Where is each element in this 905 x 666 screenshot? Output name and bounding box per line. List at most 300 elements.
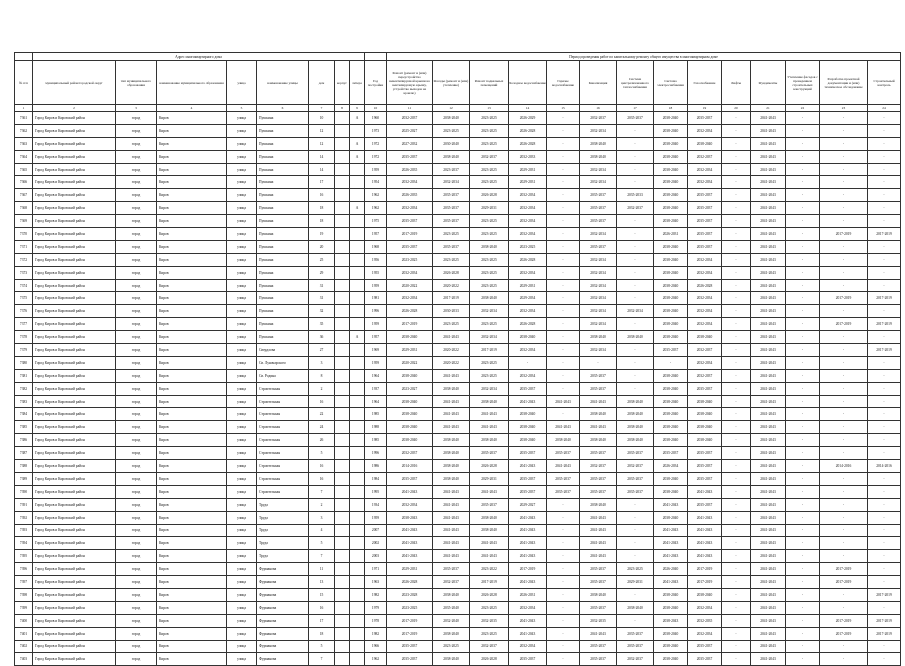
- table-cell: 7393: [15, 524, 33, 537]
- table-cell: -: [722, 653, 751, 666]
- table-cell: Город Киров и Кировский район: [33, 189, 116, 202]
- column-header: Канализация: [580, 61, 617, 105]
- table-cell: 2041-2043: [751, 318, 786, 331]
- table-cell: 2035-2037: [433, 189, 470, 202]
- table-cell: Строителькая: [257, 421, 309, 434]
- table-cell: 5: [309, 537, 335, 550]
- table-cell: город: [116, 344, 157, 357]
- table-cell: Фурманова: [257, 576, 309, 589]
- table-cell: -: [617, 382, 654, 395]
- table-cell: -: [617, 344, 654, 357]
- table-row: [15, 550, 901, 563]
- table-cell: -: [547, 588, 580, 601]
- table-cell: 2038-2040: [580, 588, 617, 601]
- table-cell: 7390: [15, 485, 33, 498]
- table-cell: 2032-2034: [433, 176, 470, 189]
- table-cell: 2035-2037: [580, 382, 617, 395]
- column-number: 24: [868, 105, 901, 112]
- table-cell: 2038-2040: [654, 266, 688, 279]
- table-cell: город: [116, 485, 157, 498]
- table-cell: Город Киров и Кировский район: [33, 576, 116, 589]
- table-cell: 2035-2037: [509, 382, 547, 395]
- table-cell: 19: [309, 228, 335, 241]
- table-cell: город: [116, 537, 157, 550]
- table-row: [15, 344, 901, 357]
- table-cell: 2038-2040: [654, 240, 688, 253]
- table-cell: -: [722, 253, 751, 266]
- table-cell: 2038-2040: [433, 460, 470, 473]
- table-cell: -: [786, 627, 820, 640]
- table-cell: Пушкина: [257, 292, 309, 305]
- table-cell: 2038-2040: [688, 395, 722, 408]
- table-row: [15, 640, 901, 653]
- table-cell: 2035-2037: [509, 447, 547, 460]
- table-cell: 2041-2043: [509, 576, 547, 589]
- table-cell: -: [820, 150, 868, 163]
- table-cell: 2038-2040: [654, 137, 688, 150]
- table-cell: Город Киров и Кировский район: [33, 382, 116, 395]
- table-cell: -: [786, 537, 820, 550]
- column-number: 20: [722, 105, 751, 112]
- table-cell: 2023-2025: [470, 601, 509, 614]
- table-cell: 2038-2040: [654, 434, 688, 447]
- table-cell: -: [547, 511, 580, 524]
- table-cell: Город Киров и Кировский район: [33, 150, 116, 163]
- table-cell: [335, 279, 350, 292]
- table-cell: улица: [227, 163, 257, 176]
- table-cell: -: [786, 588, 820, 601]
- table-cell: -: [786, 653, 820, 666]
- table-cell: 2041-2043: [509, 395, 547, 408]
- table-cell: 2017-2019: [509, 563, 547, 576]
- table-cell: -: [786, 601, 820, 614]
- table-cell: [350, 266, 365, 279]
- table-cell: Город Киров и Кировский район: [33, 163, 116, 176]
- address-group-header: Адрес многоквартирного дома: [33, 53, 365, 61]
- table-cell: -: [868, 124, 901, 137]
- table-cell: 20: [309, 240, 335, 253]
- table-cell: -: [868, 253, 901, 266]
- table-cell: 2032-2034: [470, 305, 509, 318]
- table-cell: Св. Родина: [257, 369, 309, 382]
- table-cell: -: [786, 434, 820, 447]
- table-cell: 2014-2016: [868, 460, 901, 473]
- table-cell: 2014-2016: [387, 460, 433, 473]
- table-cell: [350, 524, 365, 537]
- table-cell: Город Киров и Кировский район: [33, 601, 116, 614]
- table-cell: город: [116, 356, 157, 369]
- table-cell: город: [116, 331, 157, 344]
- table-cell: 7379: [15, 344, 33, 357]
- table-cell: 2038-2040: [654, 292, 688, 305]
- table-cell: Киров: [157, 331, 227, 344]
- column-number: 22: [786, 105, 820, 112]
- table-cell: улица: [227, 640, 257, 653]
- table-cell: 2041-2043: [509, 614, 547, 627]
- table-cell: 2029-2031: [387, 563, 433, 576]
- table-cell: -: [786, 511, 820, 524]
- table-cell: 2029-2034: [509, 292, 547, 305]
- table-cell: 1996: [365, 305, 387, 318]
- table-cell: 7370: [15, 228, 33, 241]
- column-header: корпус: [335, 61, 350, 105]
- table-cell: -: [722, 215, 751, 228]
- table-cell: -: [786, 472, 820, 485]
- table-cell: Киров: [157, 498, 227, 511]
- table-cell: 2041-2043: [751, 279, 786, 292]
- table-cell: 16: [309, 189, 335, 202]
- table-cell: -: [547, 137, 580, 150]
- table-cell: 2038-2040: [433, 447, 470, 460]
- table-cell: Киров: [157, 382, 227, 395]
- table-cell: -: [722, 447, 751, 460]
- table-cell: 2035-2037: [688, 215, 722, 228]
- table-cell: 2032-2034: [688, 163, 722, 176]
- table-cell: -: [868, 382, 901, 395]
- table-cell: улица: [227, 485, 257, 498]
- table-cell: 7385: [15, 421, 33, 434]
- table-cell: улица: [227, 472, 257, 485]
- table-cell: Пушкина: [257, 189, 309, 202]
- table-cell: Киров: [157, 356, 227, 369]
- table-cell: [350, 395, 365, 408]
- table-cell: -: [722, 563, 751, 576]
- table-cell: [335, 460, 350, 473]
- table-cell: 1973: [365, 124, 387, 137]
- table-cell: Киров: [157, 537, 227, 550]
- table-cell: 2032-2040: [433, 614, 470, 627]
- table-cell: 7: [309, 485, 335, 498]
- table-cell: [350, 588, 365, 601]
- table-cell: 2023-2025: [470, 369, 509, 382]
- table-cell: [335, 356, 350, 369]
- table-cell: 2038-2040: [509, 408, 547, 421]
- table-cell: 1975: [365, 215, 387, 228]
- table-cell: [335, 253, 350, 266]
- table-cell: город: [116, 189, 157, 202]
- table-cell: 2030-2040: [433, 137, 470, 150]
- table-cell: -: [722, 124, 751, 137]
- table-cell: 2032-2034: [580, 266, 617, 279]
- table-cell: -: [786, 215, 820, 228]
- table-row: [15, 228, 901, 241]
- table-cell: 2041-2043: [688, 511, 722, 524]
- table-cell: 2003: [365, 550, 387, 563]
- repair-schedule-table: [14, 52, 901, 666]
- table-cell: [350, 292, 365, 305]
- table-cell: город: [116, 498, 157, 511]
- table-cell: 2032-2035: [688, 614, 722, 627]
- column-header: Лифты: [722, 61, 751, 105]
- table-cell: А: [350, 202, 365, 215]
- table-cell: Город Киров и Кировский район: [33, 112, 116, 125]
- table-cell: улица: [227, 434, 257, 447]
- table-cell: 2038-2040: [654, 588, 688, 601]
- table-cell: 1978: [365, 614, 387, 627]
- table-cell: -: [786, 150, 820, 163]
- table-cell: 2038-2040: [654, 640, 688, 653]
- table-cell: улица: [227, 524, 257, 537]
- table-cell: 2023-2025: [433, 228, 470, 241]
- table-cell: Город Киров и Кировский район: [33, 331, 116, 344]
- table-cell: 24: [309, 421, 335, 434]
- table-cell: 2041-2043: [751, 576, 786, 589]
- table-cell: Строителькая: [257, 447, 309, 460]
- table-cell: 2032-2034: [509, 266, 547, 279]
- table-cell: [350, 640, 365, 653]
- table-cell: 7402: [15, 640, 33, 653]
- table-cell: улица: [227, 550, 257, 563]
- table-cell: 1981: [365, 292, 387, 305]
- table-cell: -: [722, 601, 751, 614]
- table-cell: 2027-2032: [387, 137, 433, 150]
- table-cell: город: [116, 524, 157, 537]
- table-cell: -: [547, 215, 580, 228]
- table-cell: 2035-2037: [688, 460, 722, 473]
- table-cell: Город Киров и Кировский район: [33, 640, 116, 653]
- table-cell: [335, 434, 350, 447]
- table-cell: -: [868, 369, 901, 382]
- table-cell: [350, 163, 365, 176]
- table-cell: город: [116, 421, 157, 434]
- table-cell: Киров: [157, 150, 227, 163]
- table-row: [15, 331, 901, 344]
- table-cell: -: [820, 266, 868, 279]
- table-cell: 22: [309, 408, 335, 421]
- table-cell: -: [547, 163, 580, 176]
- table-cell: [350, 124, 365, 137]
- table-cell: 2017-2019: [868, 614, 901, 627]
- table-cell: 2041-2043: [751, 614, 786, 627]
- table-cell: Фурманова: [257, 601, 309, 614]
- table-cell: Киров: [157, 434, 227, 447]
- table-cell: Фурманова: [257, 627, 309, 640]
- table-cell: 7386: [15, 434, 33, 447]
- column-number: 6: [257, 105, 309, 112]
- column-number: 5: [227, 105, 257, 112]
- table-cell: -: [722, 163, 751, 176]
- table-cell: -: [722, 524, 751, 537]
- table-cell: город: [116, 112, 157, 125]
- table-cell: 4: [309, 524, 335, 537]
- table-cell: А: [350, 112, 365, 125]
- table-cell: 2038-2040: [470, 511, 509, 524]
- table-cell: -: [820, 163, 868, 176]
- table-cell: -: [547, 576, 580, 589]
- table-cell: 1957: [365, 331, 387, 344]
- table-cell: 7395: [15, 550, 33, 563]
- table-cell: 2038-2040: [617, 395, 654, 408]
- table-cell: 2032-2037: [470, 150, 509, 163]
- table-cell: 2032-2034: [509, 305, 547, 318]
- table-cell: 2038-2040: [654, 253, 688, 266]
- table-cell: 2032-2037: [617, 653, 654, 666]
- table-cell: 2023-2025: [470, 215, 509, 228]
- table-body: [15, 112, 901, 666]
- table-cell: 2038-2040: [433, 382, 470, 395]
- table-cell: Киров: [157, 189, 227, 202]
- table-cell: -: [547, 524, 580, 537]
- table-cell: [335, 228, 350, 241]
- table-cell: 2035-2037: [688, 472, 722, 485]
- table-cell: -: [868, 163, 901, 176]
- period-group-header: Период проведения работ по капитальному ремонту общего имущества в многоквартирном доме: [387, 53, 901, 61]
- table-cell: 2032-2034: [580, 305, 617, 318]
- table-cell: 17: [309, 176, 335, 189]
- table-cell: 2041-2043: [751, 524, 786, 537]
- table-cell: Строителькая: [257, 472, 309, 485]
- table-cell: 1954: [365, 176, 387, 189]
- table-cell: 2035-2037: [580, 576, 617, 589]
- table-cell: -: [786, 318, 820, 331]
- table-cell: -: [786, 137, 820, 150]
- table-cell: 2023-2037: [433, 163, 470, 176]
- table-cell: 2041-2043: [751, 240, 786, 253]
- table-cell: -: [547, 124, 580, 137]
- table-cell: 2035-2037: [387, 240, 433, 253]
- table-cell: улица: [227, 240, 257, 253]
- table-cell: 2032-2034: [580, 176, 617, 189]
- table-cell: 2041-2043: [751, 460, 786, 473]
- table-cell: город: [116, 163, 157, 176]
- table-cell: [350, 305, 365, 318]
- table-cell: -: [722, 627, 751, 640]
- table-cell: 2035-2037: [580, 640, 617, 653]
- table-cell: -: [547, 344, 580, 357]
- table-cell: -: [722, 228, 751, 241]
- table-cell: 2041-2043: [547, 460, 580, 473]
- table-cell: 2038-2040: [688, 588, 722, 601]
- table-cell: 2041-2043: [751, 640, 786, 653]
- table-cell: 2041-2043: [751, 176, 786, 189]
- table-cell: Пушкина: [257, 215, 309, 228]
- table-cell: -: [786, 460, 820, 473]
- column-header: Горячее водоснабжение: [547, 61, 580, 105]
- table-row: [15, 240, 901, 253]
- table-cell: 2035-2037: [580, 369, 617, 382]
- table-cell: 2035-2037: [654, 344, 688, 357]
- table-cell: -: [786, 228, 820, 241]
- table-cell: 2038-2040: [580, 498, 617, 511]
- table-cell: 1986: [365, 460, 387, 473]
- table-cell: 2032-2035: [580, 614, 617, 627]
- table-cell: улица: [227, 447, 257, 460]
- table-cell: [335, 189, 350, 202]
- table-cell: 7400: [15, 614, 33, 627]
- column-header: Утепление фасадов с проведением строительных конструкций: [786, 61, 820, 105]
- table-cell: 2032-2037: [688, 150, 722, 163]
- table-cell: -: [820, 202, 868, 215]
- table-cell: 2032-2034: [509, 189, 547, 202]
- column-header: литера: [350, 61, 365, 105]
- table-cell: 2041-2043: [547, 421, 580, 434]
- table-cell: 1979: [365, 601, 387, 614]
- table-cell: Город Киров и Кировский район: [33, 408, 116, 421]
- table-cell: 2035-2037: [688, 653, 722, 666]
- table-cell: 2032-2037: [580, 112, 617, 125]
- table-cell: город: [116, 511, 157, 524]
- table-cell: 2026-2028: [509, 137, 547, 150]
- table-cell: 2041-2043: [751, 369, 786, 382]
- table-cell: 1972: [365, 150, 387, 163]
- table-cell: 7366: [15, 176, 33, 189]
- table-cell: 12: [309, 137, 335, 150]
- table-cell: 2026-2035: [387, 189, 433, 202]
- table-cell: 2038-2040: [617, 601, 654, 614]
- table-cell: -: [868, 511, 901, 524]
- table-cell: Киров: [157, 395, 227, 408]
- table-cell: 2035-2037: [580, 447, 617, 460]
- table-cell: -: [547, 240, 580, 253]
- table-cell: Город Киров и Кировский район: [33, 395, 116, 408]
- table-cell: 2023-2025: [617, 563, 654, 576]
- table-cell: -: [786, 240, 820, 253]
- table-cell: 27: [309, 344, 335, 357]
- table-row: [15, 137, 901, 150]
- table-cell: -: [868, 395, 901, 408]
- table-cell: город: [116, 460, 157, 473]
- table-cell: [350, 344, 365, 357]
- table-cell: 1956: [365, 253, 387, 266]
- table-cell: [350, 627, 365, 640]
- table-cell: 2038-2040: [654, 163, 688, 176]
- table-row: [15, 124, 901, 137]
- table-cell: 2035-2037: [617, 112, 654, 125]
- table-cell: -: [786, 305, 820, 318]
- table-cell: 2023-2025: [387, 601, 433, 614]
- table-cell: 2035-2037: [433, 240, 470, 253]
- table-cell: 2032-2034: [688, 124, 722, 137]
- table-cell: 16: [309, 601, 335, 614]
- table-cell: [335, 640, 350, 653]
- table-cell: -: [617, 318, 654, 331]
- column-number: 8: [335, 105, 350, 112]
- table-cell: 2038-2040: [654, 305, 688, 318]
- table-cell: 2035-2037: [470, 498, 509, 511]
- table-cell: 2035-2037: [688, 382, 722, 395]
- table-cell: 2026-2028: [470, 588, 509, 601]
- table-cell: Киров: [157, 447, 227, 460]
- table-cell: Киров: [157, 305, 227, 318]
- table-cell: 2020-2022: [433, 356, 470, 369]
- table-cell: 2041-2043: [509, 511, 547, 524]
- table-cell: 2041-2043: [433, 331, 470, 344]
- table-cell: 2038-2040: [580, 331, 617, 344]
- table-cell: 2035-2037: [580, 189, 617, 202]
- table-cell: 2038-2040: [654, 215, 688, 228]
- table-cell: 18: [309, 215, 335, 228]
- table-cell: -: [868, 576, 901, 589]
- table-cell: 2038-2040: [433, 112, 470, 125]
- table-cell: 2038-2040: [387, 395, 433, 408]
- table-cell: 2032-2034: [580, 318, 617, 331]
- table-cell: -: [868, 202, 901, 215]
- table-cell: 2041-2043: [751, 447, 786, 460]
- table-cell: -: [820, 588, 868, 601]
- table-row: [15, 150, 901, 163]
- table-cell: улица: [227, 137, 257, 150]
- table-cell: -: [868, 498, 901, 511]
- table-row: [15, 266, 901, 279]
- table-cell: -: [786, 163, 820, 176]
- table-cell: 2023-2025: [433, 318, 470, 331]
- table-cell: [335, 240, 350, 253]
- table-cell: 2017-2019: [820, 292, 868, 305]
- table-cell: -: [820, 601, 868, 614]
- table-row: [15, 202, 901, 215]
- table-cell: 5: [309, 447, 335, 460]
- table-cell: 2038-2040: [509, 421, 547, 434]
